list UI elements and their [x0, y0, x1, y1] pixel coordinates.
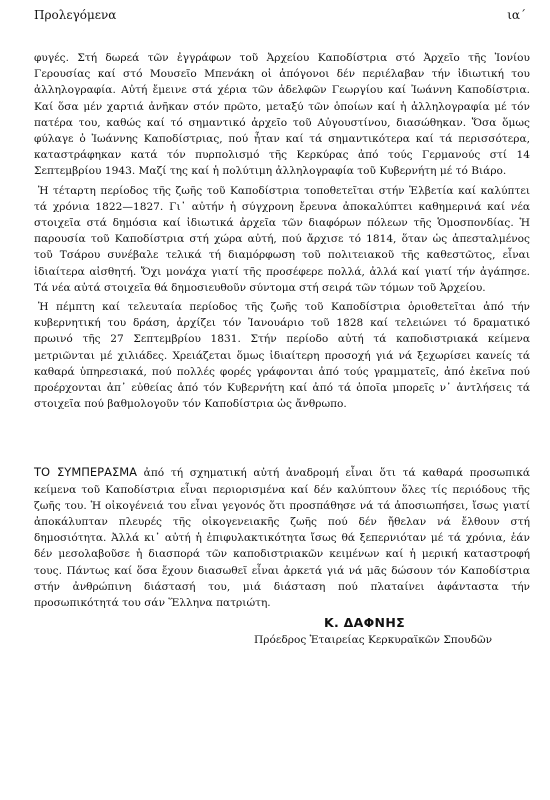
running-header [34, 8, 530, 24]
document-page [34, 8, 530, 646]
running-title: Προλεγόμενα [34, 8, 117, 22]
page-number: ια´ [507, 8, 526, 22]
conclusion-text: ἀπό τή σχηματική αὐτή ἀναδρομή εἶναι ὅτι τά καθαρά προσωπικά κείμενα τοῦ Καποδίστρια εἶναι περιορισμένα καί δέν καλύπτουν ὅλες τίς περιόδους τῆς ζωῆς του. Ἡ οἰκογένειά του εἶναι γεγονός ὅτι προσπάθησε νά τά ἀποσιωπήσει, ἴσως γιατί ἀποκάλυπταν πλευρές τῆς οἰκογενειακῆς ζωῆς πού δέν ἤθελαν νά ἔλθουν στή δημοσιότητα. Ἀλλά κι᾽ αὐτή ἡ ἐπιφυλακτικότητα ἴσως θά ξεπερνιόταν μέ τά χρόνια, ἐάν δέν μεσολαβοῦσε ἡ διασπορά τῶν καποδιστριακῶν κειμένων καί ἡ μερική καταστροφή τους. Πάντως καί ὅσα ἔχουν διασωθεῖ εἶναι ἀρκετά γιά νά μᾶς δώσουν τόν Καποδίστρια στήν ἀνθρώπινη διάστασή του, μιά διάσταση πού πλαταίνει ἀφάνταστα τήν προσωπικότητά του σάν Ἕλληνα πατριώτη. [34, 467, 530, 610]
author-affiliation: Πρόεδρος Ἑταιρείας Κερκυραϊκῶν Σπουδῶν [254, 634, 493, 647]
paragraph: φυγές. Στή δωρεά τῶν ἐγγράφων τοῦ Ἀρχείου Καποδίστρια στό Ἀρχεῖο τῆς Ἰονίου Γερουσίας καί στό Μουσεῖο Μπενάκη οἱ ἀπόγονοι δέν περιέλαβαν τήν ἰδιωτική του ἀλληλογραφία. Αὐτή ἔμεινε στά χέρια τῶν ἀδελφῶν Γεωργίου καί Ἰωάννη Καποδίστρια. Καί ὅσα μέν χαρτιά ἀνῆκαν στόν πρῶτο, μεταξύ τῶν ὁποίων καί ἡ ἀλληλογραφία μέ τόν πατέρα του, καθώς καί τό σημαντικό ἀρχεῖο τοῦ Αὐγουστίνου, διασώθηκαν. Ὅσα ὅμως φύλαγε ὁ Ἰωάννης Καποδίστριας, πού ἦταν καί τά σημαντικότερα καί τά περισσότερα, καταστράφηκαν κατά τόν πυρπολισμό τῆς Κερκύρας ἀπό τούς Γερμανούς στί 14 Σεπτεμβρίου 1943. Μαζί της καί ἡ πολύτιμη ἀλληλογραφία τοῦ Κυβερνήτη μέ τό Βιάρο. [34, 52, 530, 178]
paragraph: Ἡ πέμπτη καί τελευταία περίοδος τῆς ζωῆς τοῦ Καποδίστρια ὁριοθετεῖται ἀπό τήν κυβερνητική του δράση, ἀρχίζει τόν Ἰανουάριο τοῦ 1828 καί τελειώνει τό δραματικό πρωινό τῆς 27 Σεπτεμβρίου 1831. Στήν περίοδο αὐτή τά καποδιστριακά κείμενα μετριῶνται μέ χιλιάδες. Χρειάζεται ὅμως ἰδιαίτερη προσοχή γιά νά ξεχωρίσει κανείς τά καθαρά ὑπηρεσιακά, πού πολλές φορές γράφονται ἀπό τούς γραμματεῖς, ἀπό ἐκεῖνα πού προέρχονται ἀπ᾽ εὐθείας ἀπό τόν Κυβερνήτη καί ἀπό τά ὁποῖα μπορεῖς ν᾽ ἀντλήσεις τά στοιχεῖα πού βαθμολογοῦν τόν Καποδίστρια ὡς ἄνθρωπο. [34, 301, 530, 411]
paragraph: Ἡ τέταρτη περίοδος τῆς ζωῆς τοῦ Καποδίστρια τοποθετεῖται στήν Ἑλβετία καί καλύπτει τά χρόνια 1822—1827. Γι᾽ αὐτήν ἡ σύγχρονη ἔρευνα ἀποκαλύπτει καθημερινά καί νέα στοιχεῖα στά δημόσια καί ἰδιωτικά ἀρχεῖα τῶν διαφόρων πόλεων τῆς Ὁμοσπονδίας. Ἡ παρουσία τοῦ Καποδίστρια στή χώρα αὐτή, πού ἄρχισε τό 1814, ὅταν ὡς ἀπεσταλμένος τοῦ Τσάρου συνέβαλε τελικά τή διαμόρφωση τοῦ πολιτειακοῦ τῆς καθεστῶτος, εἶναι ἰδιαίτερα αἰσθητή. Ὄχι μονάχα γιατί τῆς προσέφερε πολλά, ἀλλά καί γιατί τήν ἀγάπησε. Τά νέα αὐτά στοιχεῖα θά δημοσιευθοῦν σύντομα στή σειρά τῶν τόμων τοῦ Ἀρχείου. [34, 184, 530, 294]
author-signature: Κ. ΔΑΦΝΗΣ [324, 615, 405, 631]
conclusion-lead: ΤΟ ΣΥΜΠΕΡΑΣΜΑ [34, 465, 138, 480]
conclusion-paragraph [34, 464, 530, 611]
body-text [34, 50, 530, 412]
